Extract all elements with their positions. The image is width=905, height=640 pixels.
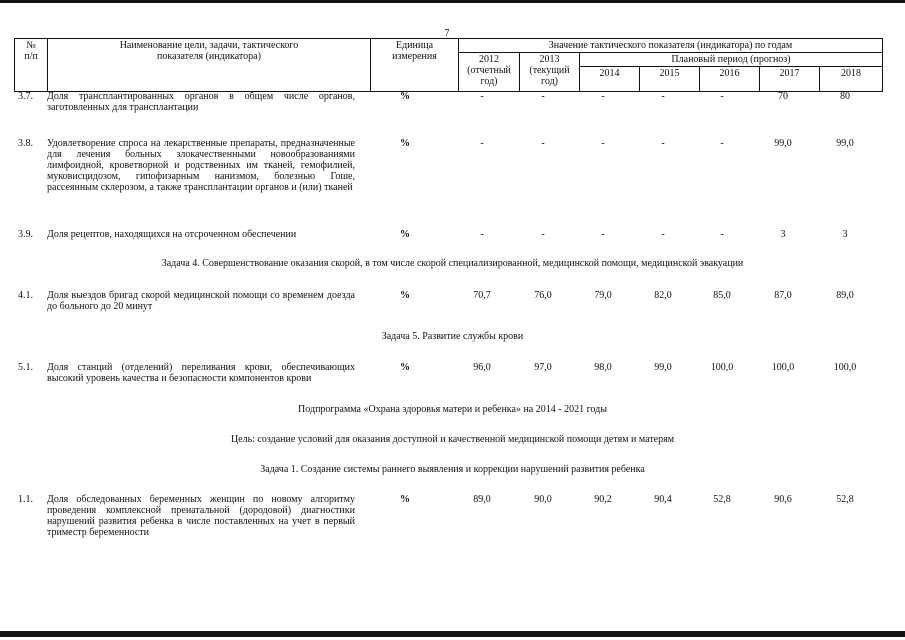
row-value-2015: -	[661, 138, 665, 149]
header-year-2018: 2018	[820, 67, 883, 92]
row-value-2012: -	[480, 138, 484, 149]
row-value-2012: 96,0	[473, 362, 491, 373]
row-value-2014: 79,0	[594, 290, 612, 301]
row-unit: %	[400, 362, 410, 373]
row-value-2014: 90,2	[594, 494, 612, 505]
row-indicator-name: Доля станций (отделений) переливания крови, обеспечивающих высокий уровень качества и безопасности компонентов крови	[47, 362, 355, 384]
row-value-2016: 100,0	[710, 362, 734, 373]
row-value-2014: -	[601, 229, 605, 240]
header-values-group: Значение тактического показателя (индикатора) по годам	[459, 39, 883, 53]
header-name: Наименование цели, задачи, тактического показателя (индикатора)	[48, 39, 371, 92]
header-year-2016: 2016	[700, 67, 760, 92]
row-value-2018: 52,8	[836, 494, 854, 505]
row-value-2012: 70,7	[473, 290, 491, 301]
row-indicator-name: Доля рецептов, находящихся на отсроченном обеспечении	[47, 229, 297, 240]
row-value-2016: 52,8	[713, 494, 731, 505]
row-number: 1.1.	[18, 494, 33, 505]
row-value-2016: 85,0	[713, 290, 731, 301]
row-unit: %	[400, 91, 410, 102]
header-year-2017: 2017	[760, 67, 820, 92]
row-value-2016: -	[720, 229, 724, 240]
subprogram-heading: Подпрограмма «Охрана здоровья матери и ребенка» на 2014 - 2021 годы	[298, 404, 607, 415]
row-indicator-name: Доля обследованных беременных женщин по новому алгоритму проведения комплексной пренатальной (дородовой) диагностики нарушений развития ребенка в числе поставленных на учет в первый триместр беременности	[47, 494, 355, 538]
header-year-2012: 2012 (отчетный год)	[459, 53, 520, 92]
row-unit: %	[400, 138, 410, 149]
row-value-2018: 80	[840, 91, 850, 102]
row-unit: %	[400, 494, 410, 505]
task-5-heading: Задача 5. Развитие службы крови	[381, 331, 524, 342]
header-num: № п/п	[15, 39, 48, 92]
row-value-2014: -	[601, 91, 605, 102]
row-indicator-name: Доля трансплантированных органов в общем числе органов, заготовленных для трансплантации	[47, 91, 355, 113]
row-value-2012: -	[480, 91, 484, 102]
row-value-2013: -	[541, 138, 545, 149]
row-value-2013: 97,0	[534, 362, 552, 373]
row-value-2018: 89,0	[836, 290, 854, 301]
row-number: 3.8.	[18, 138, 33, 149]
row-value-2017: 100,0	[771, 362, 795, 373]
row-value-2015: 99,0	[654, 362, 672, 373]
top-border-line	[0, 0, 905, 3]
row-value-2017: 90,6	[774, 494, 792, 505]
table-header	[14, 38, 883, 92]
row-value-2014: -	[601, 138, 605, 149]
row-value-2018: 100,0	[833, 362, 857, 373]
row-value-2013: 76,0	[534, 290, 552, 301]
header-planned-period: Плановый период (прогноз)	[580, 53, 883, 67]
row-value-2017: 3	[780, 229, 786, 240]
row-number: 5.1.	[18, 362, 33, 373]
row-unit: %	[400, 290, 410, 301]
row-value-2015: -	[661, 229, 665, 240]
row-value-2017: 99,0	[774, 138, 792, 149]
row-value-2017: 87,0	[774, 290, 792, 301]
row-unit: %	[400, 229, 410, 240]
row-indicator-name: Доля выездов бригад скорой медицинской помощи со временем доезда до больного до 20 минут	[47, 290, 355, 312]
row-value-2013: 90,0	[534, 494, 552, 505]
row-value-2015: 90,4	[654, 494, 672, 505]
row-number: 4.1.	[18, 290, 33, 301]
row-value-2018: 99,0	[836, 138, 854, 149]
task-4-heading: Задача 4. Совершенствование оказания скорой, в том числе скорой специализированной, медицинской помощи, медицинской эвакуации	[161, 258, 744, 269]
row-value-2013: -	[541, 229, 545, 240]
row-value-2015: 82,0	[654, 290, 672, 301]
row-value-2012: 89,0	[473, 494, 491, 505]
row-value-2013: -	[541, 91, 545, 102]
header-unit: Единица измерения	[371, 39, 459, 92]
header-year-2014: 2014	[580, 67, 640, 92]
row-value-2017: 70	[778, 91, 788, 102]
row-value-2015: -	[661, 91, 665, 102]
bottom-border-line	[0, 631, 905, 637]
header-year-2013: 2013 (текущий год)	[520, 53, 580, 92]
goal-heading: Цель: создание условий для оказания доступной и качественной медицинской помощи детям и матерям	[230, 434, 675, 445]
header-year-2015: 2015	[640, 67, 700, 92]
row-value-2016: -	[720, 91, 724, 102]
row-number: 3.9.	[18, 229, 33, 240]
row-value-2014: 98,0	[594, 362, 612, 373]
row-value-2016: -	[720, 138, 724, 149]
row-value-2012: -	[480, 229, 484, 240]
page-number: 7	[444, 28, 450, 39]
row-value-2018: 3	[842, 229, 848, 240]
task-1-heading: Задача 1. Создание системы раннего выявления и коррекции нарушений развития ребенка	[260, 464, 645, 475]
row-indicator-name: Удовлетворение спроса на лекарственные препараты, предназначенные для лечения больных злокачественными новообразованиями лимфоидной, кроветворной и родственных им тканей, гемофилией, муковисцидозом, гипофизарным нанизмом, болезнью Гоше, рассеянным склерозом, а также трансплантации органов и (или) тканей	[47, 138, 355, 193]
row-number: 3.7.	[18, 91, 33, 102]
